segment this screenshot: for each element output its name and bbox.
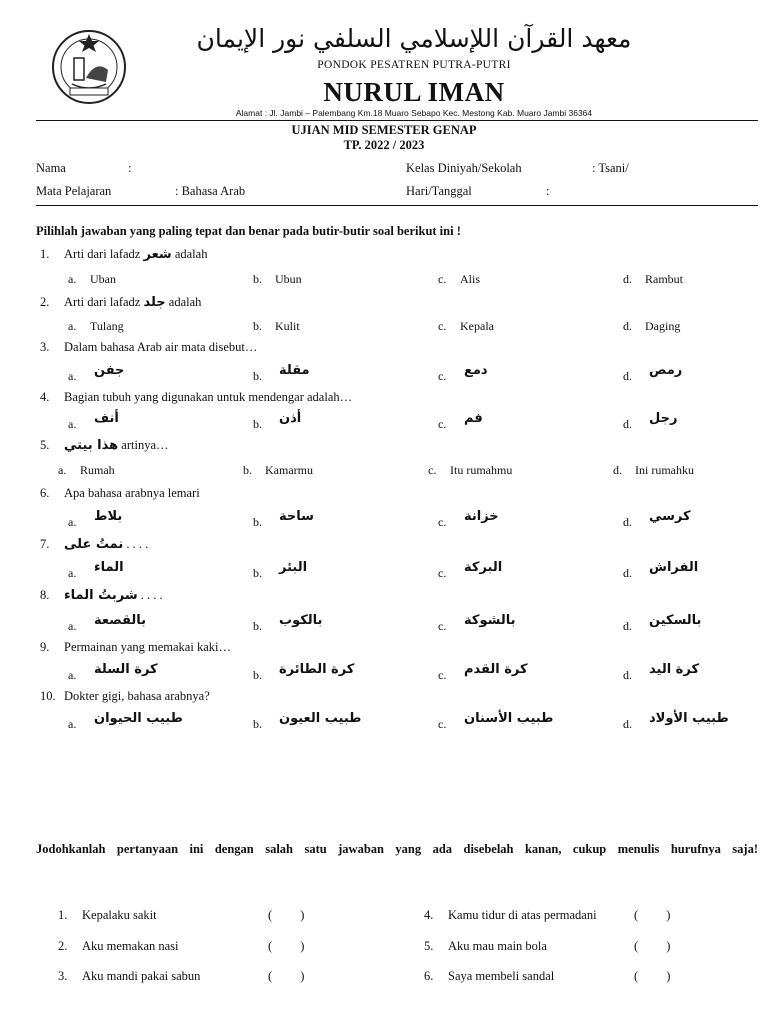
- matching-item-number: 2.: [58, 939, 68, 953]
- question-number: 3.: [40, 340, 50, 354]
- option-label: a.: [68, 619, 77, 633]
- option-label: c.: [438, 717, 447, 731]
- question-text-post: artinya…: [118, 438, 169, 452]
- answer-blank[interactable]: ( ): [634, 969, 671, 983]
- option-label: c.: [428, 463, 437, 477]
- option-b: Kamarmu: [265, 463, 313, 477]
- info-rule: [36, 205, 758, 206]
- option-label: b.: [253, 515, 262, 529]
- option-a: Rumah: [80, 463, 115, 477]
- question-4: [40, 390, 352, 405]
- option-c: طبيب الأسنان: [464, 711, 554, 726]
- option-b: بالكوب: [279, 613, 323, 628]
- question-text-arabic: شعر: [143, 247, 172, 262]
- option-label: a.: [68, 668, 77, 682]
- matching-item-text: Aku memakan nasi: [82, 939, 179, 953]
- kelas-value: : Tsani/: [592, 161, 629, 175]
- option-c: البركة: [464, 560, 503, 575]
- option-label: d.: [623, 619, 632, 633]
- hari-colon: :: [546, 184, 550, 198]
- institution-name: NURUL IMAN: [323, 77, 505, 107]
- matching-item-number: 6.: [424, 969, 434, 983]
- option-d: كرة اليد: [649, 662, 700, 677]
- question-text-pre: Arti dari lafadz: [64, 247, 144, 261]
- question-10: [40, 689, 210, 704]
- question-3: [40, 340, 257, 355]
- option-label: c.: [438, 319, 447, 333]
- option-label: d.: [623, 369, 632, 383]
- question-text-pre: Apa bahasa arabnya lemari: [64, 486, 200, 500]
- option-label: a.: [68, 369, 77, 383]
- question-number: 4.: [40, 390, 50, 404]
- option-a: بلاط: [94, 509, 123, 524]
- answer-blank[interactable]: ( ): [634, 908, 671, 922]
- option-label: a.: [68, 319, 77, 333]
- option-label: c.: [438, 619, 447, 633]
- option-b: كرة الطائرة: [279, 662, 355, 677]
- option-label: c.: [438, 272, 447, 286]
- option-a: Uban: [90, 272, 116, 286]
- option-c: Alis: [460, 272, 481, 286]
- address: Alamat : Jl. Jambi – Palembang Km.18 Muaro Sebapo Kec. Mestong Kab. Muaro Jambi 36364: [235, 108, 593, 118]
- question-text-arabic: هذا بيتي: [64, 438, 119, 453]
- matching-item-number: 3.: [58, 969, 68, 983]
- option-label: d.: [623, 717, 632, 731]
- question-text-pre: Arti dari lafadz: [64, 295, 144, 309]
- matching-item-number: 4.: [424, 908, 434, 922]
- option-label: b.: [253, 566, 262, 580]
- question-number: 5.: [40, 438, 50, 452]
- matching-item-number: 1.: [58, 908, 68, 922]
- question-text-pre: Dalam bahasa Arab air mata disebut…: [64, 340, 258, 354]
- mapel-label: Mata Pelajaran: [36, 184, 112, 198]
- matching-item-text: Aku mandi pakai sabun: [82, 969, 201, 983]
- option-label: c.: [438, 515, 447, 529]
- question-text-pre: Bagian tubuh yang digunakan untuk mendengar adalah…: [64, 390, 353, 404]
- question-text-post: adalah: [165, 295, 202, 309]
- option-c: كرة القدم: [464, 662, 528, 677]
- answer-blank[interactable]: ( ): [268, 969, 305, 983]
- option-c: فم: [464, 411, 483, 426]
- option-d: كرسي: [649, 509, 691, 524]
- option-b: البئر: [279, 560, 308, 575]
- option-a: جفن: [94, 363, 125, 378]
- question-text-pre: Dokter gigi, bahasa arabnya?: [64, 689, 210, 703]
- option-label: a.: [68, 515, 77, 529]
- option-a: الماء: [94, 560, 124, 575]
- question-5: [40, 438, 169, 453]
- question-text-pre: Permainan yang memakai kaki…: [64, 640, 231, 654]
- option-label: b.: [253, 668, 262, 682]
- option-label: b.: [253, 417, 262, 431]
- question-2: [40, 295, 201, 310]
- option-label: c.: [438, 369, 447, 383]
- option-b: Kulit: [275, 319, 300, 333]
- option-d: رمص: [649, 363, 683, 378]
- option-d: طبيب الأولاد: [649, 711, 729, 726]
- matching-item-text: Kamu tidur di atas permadani: [448, 908, 597, 922]
- question-text-arabic: جلد: [143, 295, 166, 310]
- option-label: c.: [438, 566, 447, 580]
- answer-blank[interactable]: ( ): [634, 939, 671, 953]
- option-a: كرة السلة: [94, 662, 158, 677]
- option-label: a.: [68, 272, 77, 286]
- option-a: أنف: [94, 411, 119, 426]
- option-label: a.: [68, 417, 77, 431]
- option-c: دمع: [464, 363, 488, 378]
- option-b: ساحة: [279, 509, 314, 524]
- option-a: بالقصعة: [94, 613, 147, 628]
- option-d: بالسكين: [649, 613, 702, 628]
- matching-item-number: 5.: [424, 939, 434, 953]
- option-b: Ubun: [275, 272, 302, 286]
- option-label: d.: [623, 566, 632, 580]
- option-label: d.: [623, 515, 632, 529]
- question-number: 10.: [40, 689, 56, 703]
- question-number: 9.: [40, 640, 50, 654]
- option-label: b.: [253, 369, 262, 383]
- matching-item-text: Kepalaku sakit: [82, 908, 157, 922]
- question-number: 7.: [40, 537, 50, 551]
- kelas-label: Kelas Diniyah/Sekolah: [406, 161, 522, 175]
- nama-colon: :: [128, 161, 132, 175]
- matching-item-text: Aku mau main bola: [448, 939, 547, 953]
- option-label: c.: [438, 668, 447, 682]
- option-d: رجل: [649, 411, 678, 426]
- header-rule: [36, 120, 758, 121]
- arabic-institution-title: معهد القرآن اللإسلامي السلفي نور الإيمان: [196, 24, 632, 53]
- question-number: 1.: [40, 247, 50, 261]
- option-b: مقلة: [279, 363, 310, 378]
- option-c: بالشوكة: [464, 613, 516, 628]
- option-d: Daging: [645, 319, 681, 333]
- option-label: a.: [68, 717, 77, 731]
- answer-blank[interactable]: ( ): [268, 908, 305, 922]
- option-d: Rambut: [645, 272, 683, 286]
- option-a: طبيب الحيوان: [94, 711, 183, 726]
- section2-instruction: Jodohkanlah pertanyaan ini dengan salah satu jawaban yang ada disebelah kanan, cukup menulis hurufnya saja!: [36, 842, 758, 856]
- option-label: a.: [68, 566, 77, 580]
- matching-item-text: Saya membeli sandal: [448, 969, 555, 983]
- exam-title: UJIAN MID SEMESTER GENAP: [291, 123, 477, 137]
- option-c: Kepala: [460, 319, 494, 333]
- question-text-post: . . . .: [137, 588, 163, 602]
- option-d: الفراش: [649, 560, 699, 575]
- question-number: 8.: [40, 588, 50, 602]
- option-label: d.: [613, 463, 622, 477]
- option-b: طبيب العيون: [279, 711, 362, 726]
- option-label: d.: [623, 668, 632, 682]
- question-number: 6.: [40, 486, 50, 500]
- question-1: [40, 247, 207, 262]
- section1-instruction: Pilihlah jawaban yang paling tepat dan benar pada butir-butir soal berikut ini !: [36, 224, 461, 238]
- question-6: [40, 486, 200, 501]
- exam-year: TP. 2022 / 2023: [343, 138, 425, 152]
- option-label: c.: [438, 417, 447, 431]
- hari-label: Hari/Tanggal: [406, 184, 472, 198]
- option-label: d.: [623, 272, 632, 286]
- option-label: b.: [253, 619, 262, 633]
- option-b: أذن: [279, 411, 302, 426]
- nama-label: Nama: [36, 161, 66, 175]
- question-text-arabic: شربتُ الماء: [64, 588, 138, 603]
- option-label: b.: [243, 463, 252, 477]
- option-c: Itu rumahmu: [450, 463, 513, 477]
- question-number: 2.: [40, 295, 50, 309]
- answer-blank[interactable]: ( ): [268, 939, 305, 953]
- option-a: Tulang: [90, 319, 124, 333]
- question-text-arabic: نمتُ على: [64, 537, 124, 552]
- option-label: b.: [253, 319, 262, 333]
- question-8: [40, 588, 163, 603]
- question-text-post: adalah: [171, 247, 208, 261]
- option-c: خزانة: [464, 509, 499, 524]
- pondok-subtitle: PONDOK PESATREN PUTRA-PUTRI: [317, 59, 511, 71]
- mapel-value: : Bahasa Arab: [175, 184, 246, 198]
- option-label: a.: [58, 463, 67, 477]
- option-d: Ini rumahku: [635, 463, 694, 477]
- question-7: [40, 537, 148, 552]
- question-text-post: . . . .: [123, 537, 149, 551]
- option-label: b.: [253, 272, 262, 286]
- option-label: d.: [623, 319, 632, 333]
- option-label: b.: [253, 717, 262, 731]
- option-label: d.: [623, 417, 632, 431]
- question-9: [40, 640, 231, 655]
